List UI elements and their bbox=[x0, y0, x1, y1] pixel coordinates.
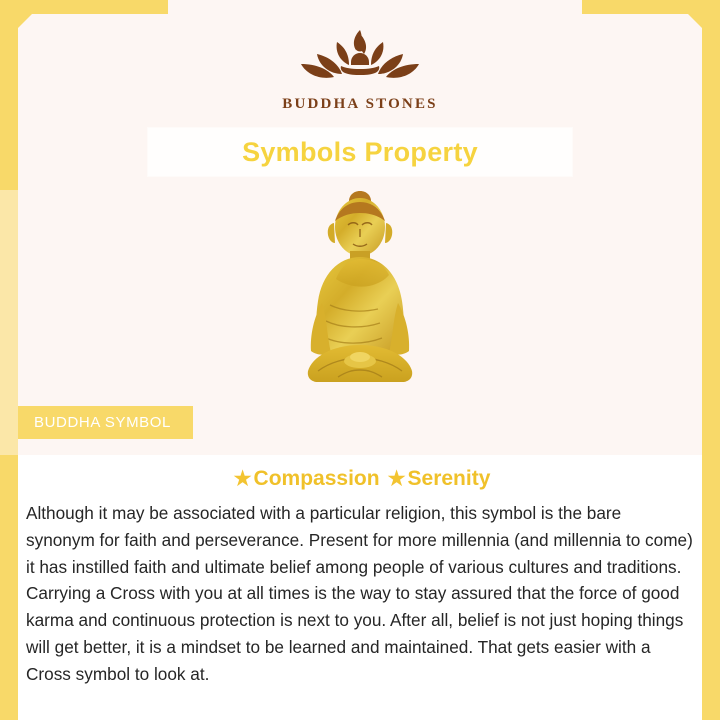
symbol-tag-label: BUDDHA SYMBOL bbox=[34, 414, 171, 431]
decorative-band-bottom-left bbox=[0, 455, 18, 720]
status-badge bbox=[18, 406, 193, 439]
brand-name: BUDDHA STONES bbox=[282, 96, 438, 112]
keyword-serenity: Serenity bbox=[407, 467, 491, 490]
star-icon: ★ bbox=[233, 468, 252, 490]
golden-seated-buddha-icon bbox=[260, 185, 460, 415]
keyword-compassion: Compassion bbox=[253, 467, 380, 490]
body-paragraph: Although it may be associated with a particular religion, this symbol is the bare synonym for faith and perseverance. Present for more millennia (and millennia to come) it has instilled faith and ultimate belief among people of various cultures and traditions. Carrying a Cross with you at all times is the way to stay assured that the force of good karma and continuous protection is next to you. After all, belief is not just hoping things will get better, it is a mindset to be learned and maintained. That gets easier with a Cross symbol to look at. bbox=[26, 503, 693, 684]
page-title-bar bbox=[148, 128, 572, 176]
star-icon-2: ★ bbox=[387, 468, 406, 490]
page-title: Symbols Property bbox=[242, 136, 478, 167]
decorative-band-bottom-right bbox=[702, 455, 720, 720]
keywords-line bbox=[0, 466, 720, 491]
hero-image bbox=[0, 180, 720, 415]
lotus-meditation-figure-icon bbox=[275, 20, 445, 90]
brand-logo bbox=[0, 20, 720, 113]
